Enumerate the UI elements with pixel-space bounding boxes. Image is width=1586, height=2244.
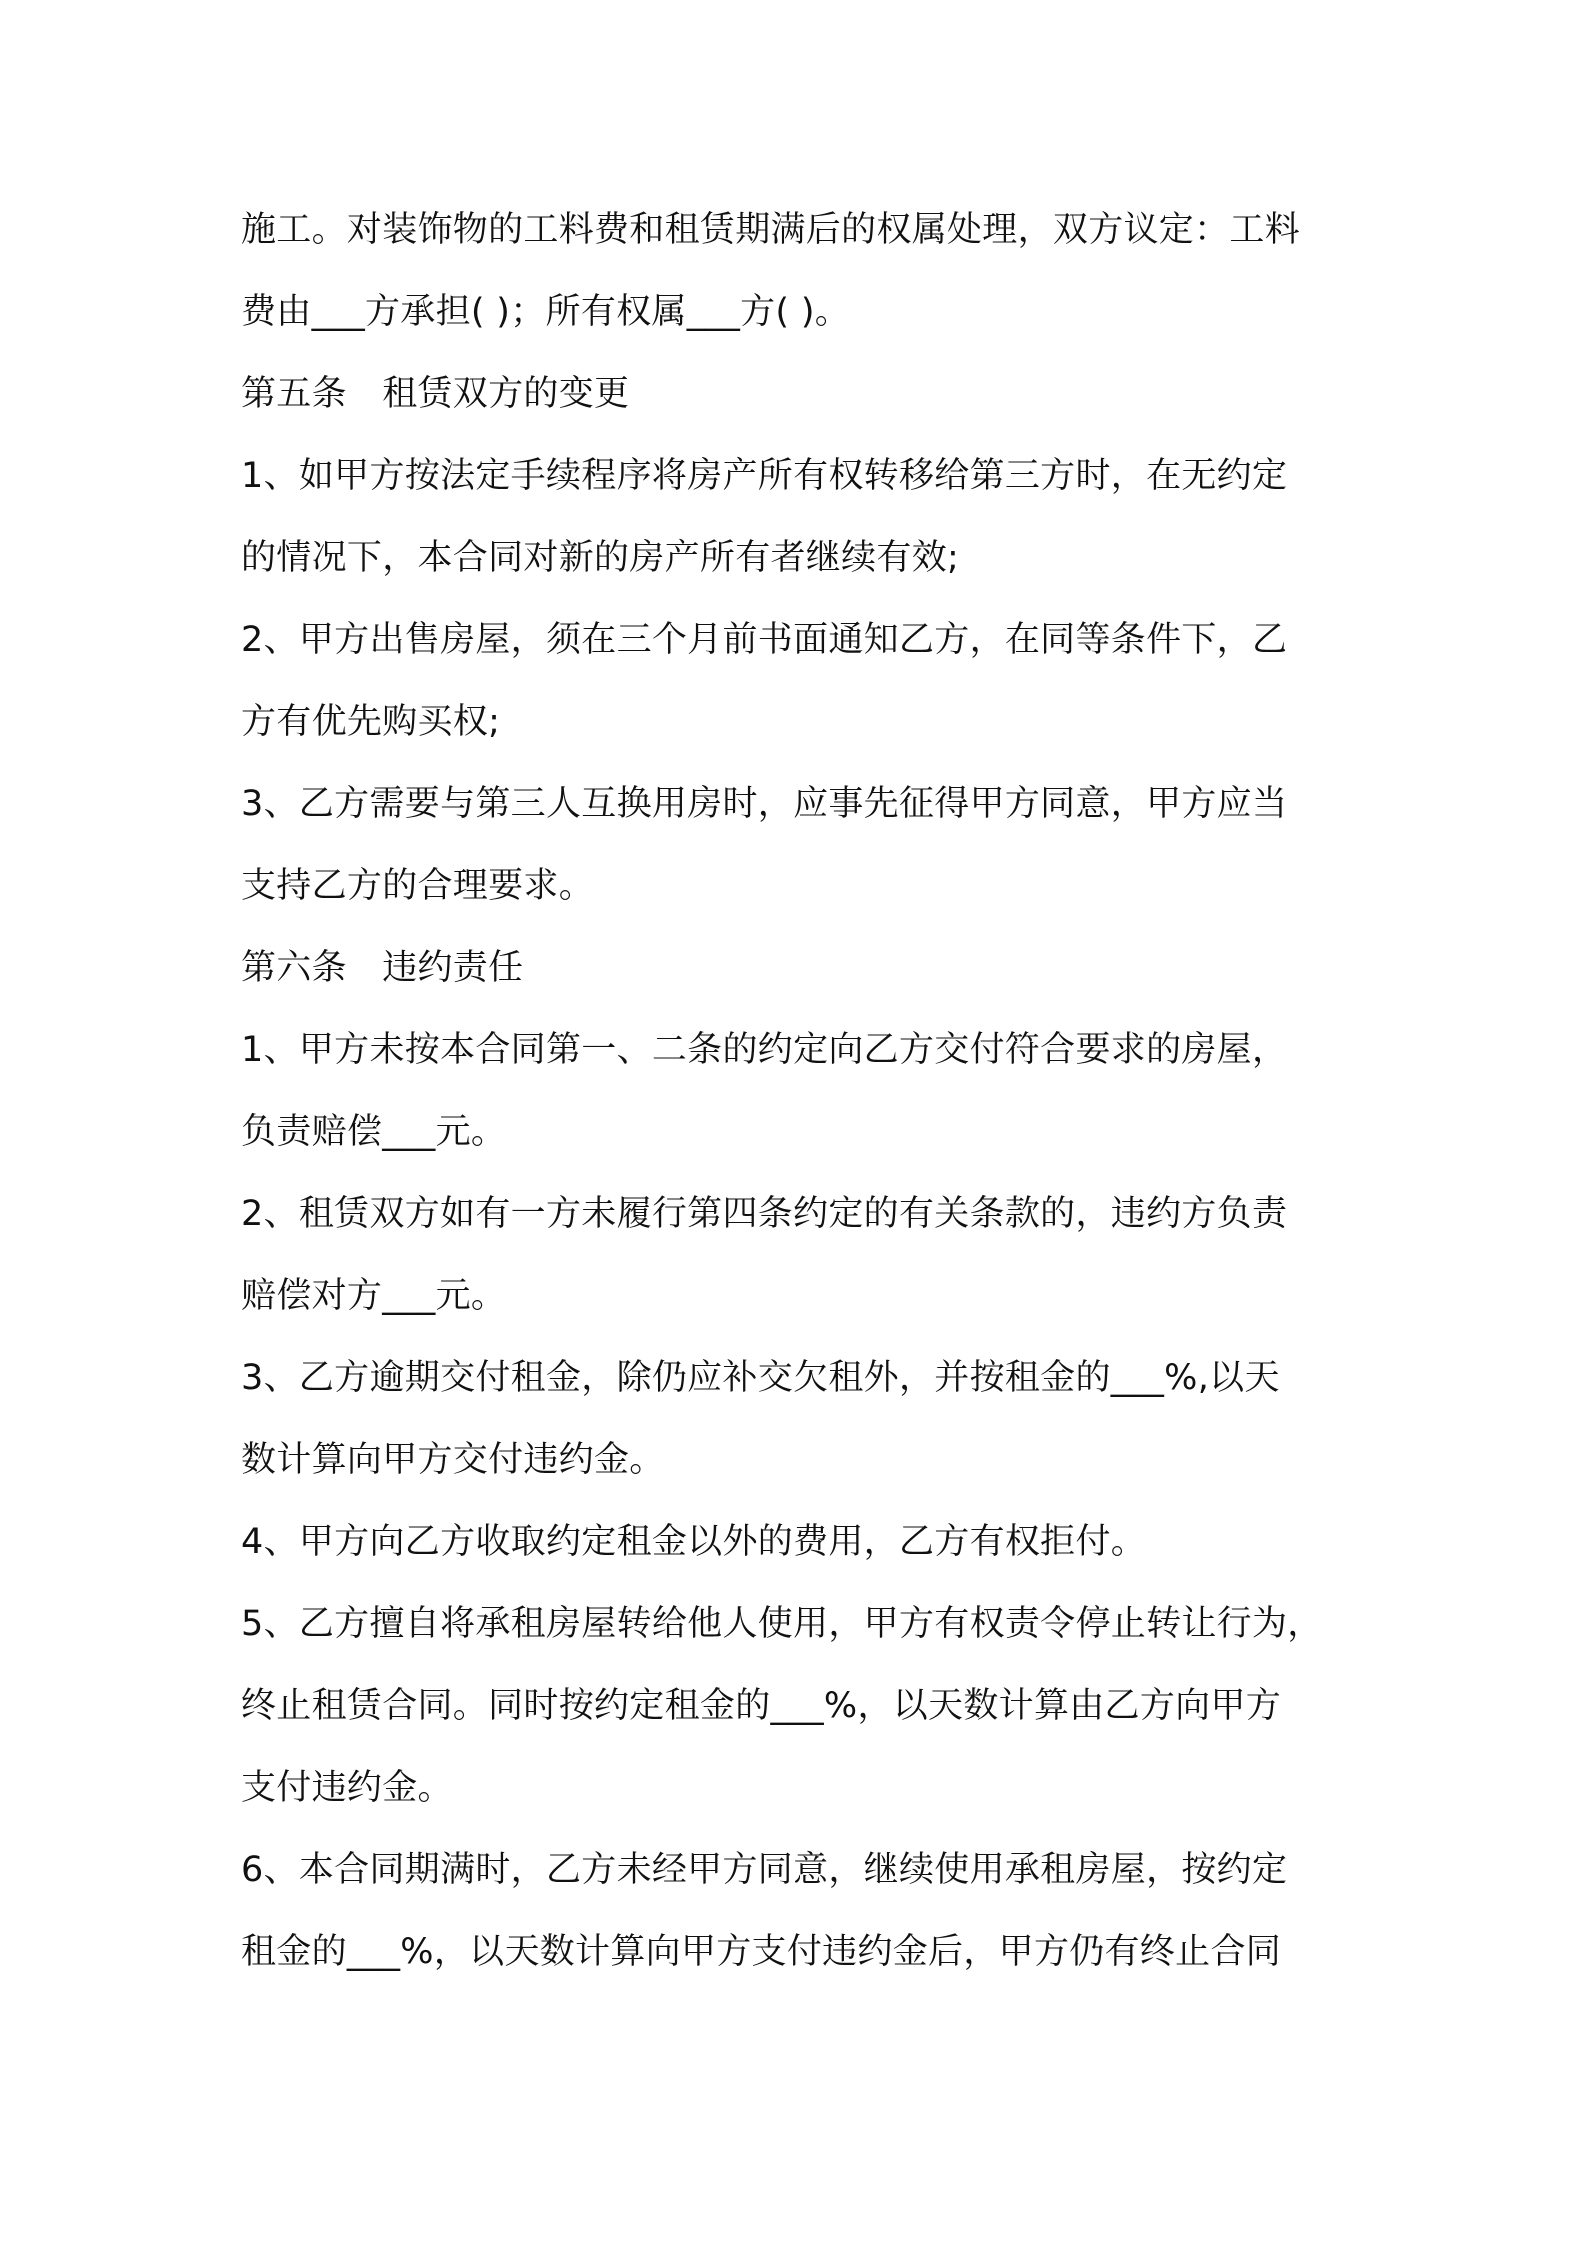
- text-line: 6、本合同期满时，乙方未经甲方同意，继续使用承租房屋，按约定: [241, 1850, 1288, 1890]
- text-line: 方有优先购买权;: [241, 702, 501, 742]
- text-line: 租金的___%，以天数计算向甲方支付违约金后，甲方仍有终止合同: [241, 1932, 1282, 1972]
- text-line: 施工。对装饰物的工料费和租赁期满后的权属处理，双方议定：工料: [241, 210, 1301, 250]
- text-line: 3、乙方需要与第三人互换用房时，应事先征得甲方同意，甲方应当: [241, 784, 1288, 824]
- text-line: 4、甲方向乙方收取约定租金以外的费用，乙方有权拒付。: [241, 1522, 1147, 1562]
- text-line: 支持乙方的合理要求。: [241, 866, 595, 906]
- text-line: 2、租赁双方如有一方未履行第四条约定的有关条款的，违约方负责: [241, 1194, 1288, 1234]
- text-line: 5、乙方擅自将承租房屋转给他人使用，甲方有权责令停止转让行为，: [241, 1604, 1323, 1644]
- text-line: 3、乙方逾期交付租金，除仍应补交欠租外，并按租金的___%,以天: [241, 1358, 1280, 1398]
- text-line: 数计算向甲方交付违约金。: [241, 1440, 665, 1480]
- article-heading: 第六条 违约责任: [241, 948, 524, 988]
- text-line: 1、甲方未按本合同第一、二条的约定向乙方交付符合要求的房屋，: [241, 1030, 1288, 1070]
- text-line: 支付违约金。: [241, 1768, 453, 1808]
- text-line: 负责赔偿___元。: [241, 1112, 507, 1152]
- text-line: 1、如甲方按法定手续程序将房产所有权转移给第三方时，在无约定: [241, 456, 1288, 496]
- text-line: 的情况下，本合同对新的房产所有者继续有效;: [241, 538, 960, 578]
- article-heading: 第五条 租赁双方的变更: [241, 374, 630, 414]
- text-line: 费由___方承担( )；所有权属___方( )。: [241, 292, 851, 332]
- text-line: 2、甲方出售房屋，须在三个月前书面通知乙方，在同等条件下，乙: [241, 620, 1288, 660]
- text-line: 赔偿对方___元。: [241, 1276, 507, 1316]
- text-line: 终止租赁合同。同时按约定租金的___%，以天数计算由乙方向甲方: [241, 1686, 1282, 1726]
